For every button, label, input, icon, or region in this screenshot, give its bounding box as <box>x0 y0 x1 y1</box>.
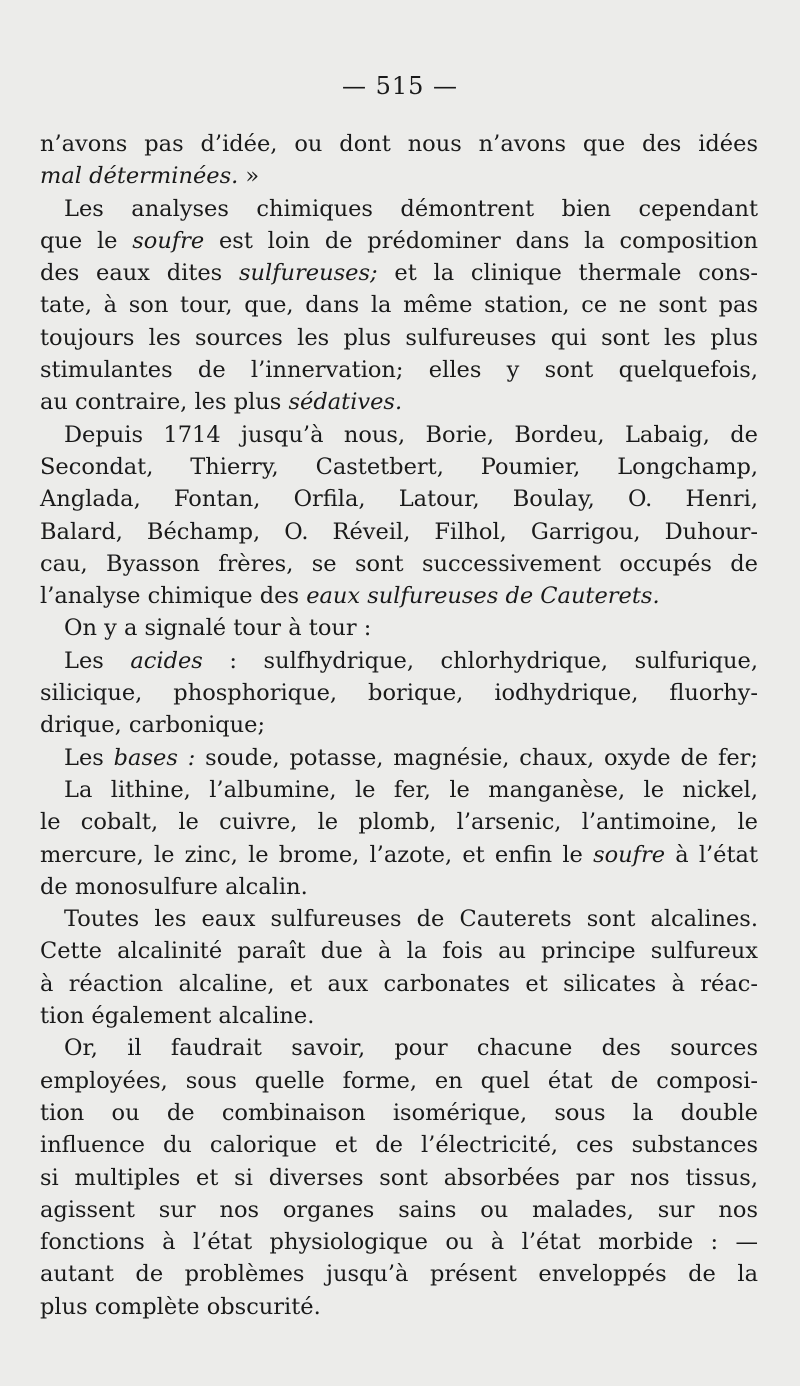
text-line <box>40 225 758 257</box>
text-segment: drique, carbonique; <box>40 712 266 739</box>
text-segment: à l’état <box>665 841 758 868</box>
text-line <box>40 774 758 806</box>
text-segment: fonctions à l’état physiologique ou à l’état morbide : — <box>40 1229 758 1256</box>
text-line <box>40 839 758 871</box>
text-segment: soude, potasse, magnésie, chaux, oxyde de fer; <box>195 744 758 771</box>
text-segment: La lithine, l’albumine, le fer, le manganèse, le nickel, <box>64 776 758 803</box>
italic-text: eaux sulfureuses de Cauterets. <box>306 583 660 610</box>
text-line <box>40 871 758 903</box>
text-segment: tion également alcaline. <box>40 1003 315 1030</box>
text-line <box>40 612 758 644</box>
text-segment: silicique, phosphorique, borique, iodhydrique, fluorhy- <box>40 680 758 707</box>
text-line <box>40 483 758 515</box>
text-segment: Depuis 1714 jusqu’à nous, Borie, Bordeu, Labaig, de <box>64 421 758 448</box>
text-segment: des eaux dites <box>40 260 239 287</box>
text-segment: influence du calorique et de l’électricité, ces substances <box>40 1132 758 1159</box>
text-line <box>40 419 758 451</box>
text-line <box>40 1291 758 1323</box>
italic-text: acides <box>130 647 203 674</box>
text-segment: : sulfhydrique, chlorhydrique, sulfurique, <box>202 647 758 674</box>
text-line <box>40 1258 758 1290</box>
text-line <box>40 257 758 289</box>
text-line <box>40 160 758 192</box>
italic-text: sulfureuses; <box>239 260 378 287</box>
text-line <box>40 322 758 354</box>
text-segment: au contraire, les plus <box>40 389 289 416</box>
text-line <box>40 1097 758 1129</box>
text-segment: Or, il faudrait savoir, pour chacune des sources <box>64 1035 758 1062</box>
text-segment: mercure, le zinc, le brome, l’azote, et enfin le <box>40 841 594 868</box>
text-segment: toujours les sources les plus sulfureuses qui sont les plus <box>40 324 758 351</box>
text-line <box>40 548 758 580</box>
text-segment: Anglada, Fontan, Orfila, Latour, Boulay, O. Henri, <box>40 486 758 513</box>
text-line <box>40 451 758 483</box>
text-line <box>40 580 758 612</box>
text-segment: si multiples et si diverses sont absorbées par nos tissus, <box>40 1164 758 1191</box>
text-line <box>40 709 758 741</box>
text-segment: de monosulfure alcalin. <box>40 873 308 900</box>
text-segment: Cette alcalinité paraît due à la fois au principe sulfureux <box>40 938 758 965</box>
text-line <box>40 193 758 225</box>
text-line <box>40 1000 758 1032</box>
text-segment: le cobalt, le cuivre, le plomb, l’arsenic, l’antimoine, le <box>40 809 758 836</box>
text-segment: employées, sous quelle forme, en quel état de composi- <box>40 1067 758 1094</box>
italic-text: soufre <box>593 841 666 868</box>
text-segment: » <box>238 163 260 190</box>
text-line <box>40 903 758 935</box>
text-line <box>40 1162 758 1194</box>
text-line <box>40 806 758 838</box>
text-line <box>40 645 758 677</box>
text-segment: Les <box>64 744 114 771</box>
text-segment: est loin de prédominer dans la composition <box>204 227 758 254</box>
text-line <box>40 1194 758 1226</box>
text-line <box>40 1226 758 1258</box>
text-segment: stimulantes de l’innervation; elles y sont quelquefois, <box>40 357 758 384</box>
text-segment: tate, à son tour, que, dans la même station, ce ne sont pas <box>40 292 758 319</box>
text-segment: Secondat, Thierry, Castetbert, Poumier, Longchamp, <box>40 453 758 480</box>
text-line <box>40 1129 758 1161</box>
text-segment: tion ou de combinaison isomérique, sous la double <box>40 1099 758 1126</box>
italic-text: soufre <box>132 227 205 254</box>
text-line <box>40 1032 758 1064</box>
text-line <box>40 386 758 418</box>
italic-text: sédatives. <box>288 389 403 416</box>
text-segment: agissent sur nos organes sains ou malades, sur nos <box>40 1196 758 1223</box>
text-segment: plus complète obscurité. <box>40 1293 321 1320</box>
body-text <box>40 128 758 1323</box>
text-segment: que le <box>40 227 133 254</box>
text-line <box>40 289 758 321</box>
text-segment: n’avons pas d’idée, ou dont nous n’avons que des idées <box>40 131 758 157</box>
text-line <box>40 935 758 967</box>
text-line <box>40 128 758 160</box>
text-segment: à réaction alcaline, et aux carbonates et silicates à réac- <box>40 970 758 997</box>
text-line <box>40 677 758 709</box>
text-segment: autant de problèmes jusqu’à présent enveloppés de la <box>40 1261 758 1288</box>
italic-text: mal déterminées. <box>40 163 239 190</box>
text-segment: et la clinique thermale cons- <box>377 260 758 287</box>
text-line <box>40 516 758 548</box>
text-segment: On y a signalé tour à tour : <box>64 615 372 642</box>
text-segment: Les <box>64 647 131 674</box>
text-segment: Les analyses chimiques démontrent bien cependant <box>64 195 758 222</box>
text-segment: Balard, Béchamp, O. Réveil, Filhol, Garrigou, Duhour- <box>40 518 758 545</box>
text-line <box>40 1065 758 1097</box>
page-number: — 515 — <box>341 72 459 100</box>
text-segment: cau, Byasson frères, se sont successivement occupés de <box>40 550 758 577</box>
text-segment: Toutes les eaux sulfureuses de Cauterets sont alcalines. <box>64 906 758 933</box>
text-line <box>40 354 758 386</box>
text-segment: l’analyse chimique des <box>40 583 307 610</box>
italic-text: bases : <box>113 744 196 771</box>
text-line <box>40 742 758 774</box>
text-line <box>40 968 758 1000</box>
